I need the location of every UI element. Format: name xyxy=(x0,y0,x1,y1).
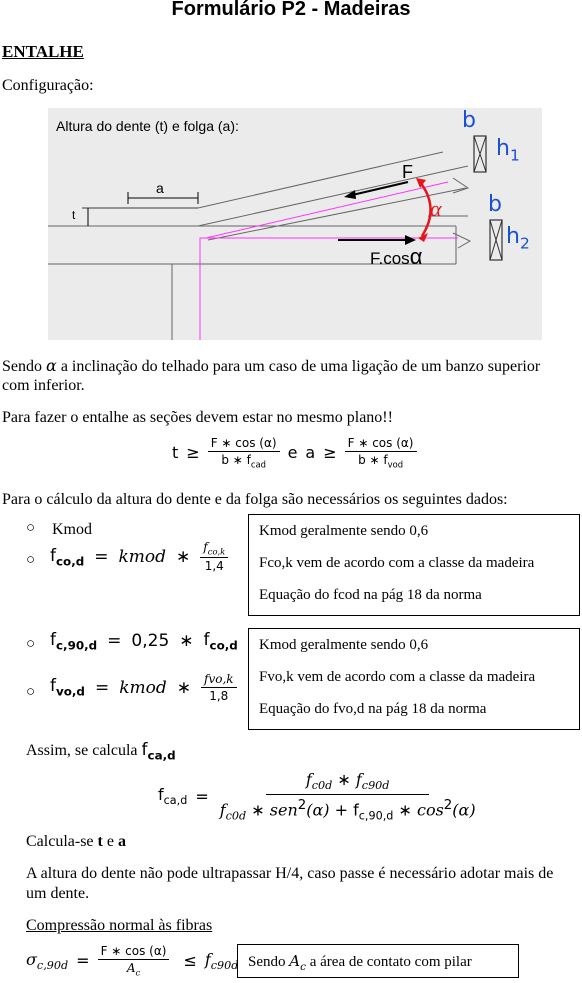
l2-i1-rhs-f: f xyxy=(203,630,210,650)
fcad-frac xyxy=(217,770,479,823)
hand-h1 xyxy=(496,136,520,164)
box3-text xyxy=(248,952,472,973)
hand-h1-sub: 1 xyxy=(509,146,520,165)
ft-frac-t xyxy=(208,436,280,469)
formula-fcad xyxy=(158,770,479,823)
box-3 xyxy=(237,944,519,978)
calcula-text: Calcula-se xyxy=(26,833,98,850)
data-intro: Para o cálculo da altura do dente e da folga são necessários os seguintes dados: xyxy=(2,491,508,508)
ft-den-t-text: b ∗ f xyxy=(221,453,251,467)
box2-line-2: Fvo,k vem de acordo com a classe da madeira xyxy=(259,669,536,685)
entalhe-figure xyxy=(48,108,542,340)
list2-item2 xyxy=(50,672,237,703)
l2-i2-kmod: kmod xyxy=(119,677,167,698)
fcad-den-f1: f xyxy=(219,800,226,820)
l2-i2-times: ∗ xyxy=(176,677,191,698)
ft-den-a-text: b ∗ f xyxy=(358,453,388,467)
figure-caption: Altura do dente (t) e folga (a): xyxy=(56,118,239,134)
ft-num-t: F ∗ cos (α) xyxy=(208,436,280,452)
hand-h1-letter: h xyxy=(496,136,510,161)
l2-i2-frac xyxy=(201,672,237,703)
l1-kmod: kmod xyxy=(118,546,167,567)
magenta-line-2 xyxy=(206,182,448,238)
ft-den-t-sub: cad xyxy=(250,459,266,470)
ft-and: e xyxy=(287,443,298,463)
fcad-den-times2: ∗ xyxy=(398,800,412,820)
intro-pre: Sendo xyxy=(2,358,46,375)
box3-post: a área de contato com pilar xyxy=(305,954,472,970)
box-1 xyxy=(248,514,580,616)
sigma-lhs xyxy=(26,950,68,972)
label-F: F xyxy=(402,162,413,182)
fcad-den-alpha1: (α) xyxy=(306,800,330,820)
l2-i1-val: 0,25 xyxy=(131,631,170,652)
fcad-num-sub2: c90d xyxy=(361,779,390,793)
sigma-den-sub: c xyxy=(135,967,141,978)
fcad-num-f1: f xyxy=(305,770,312,789)
fcad-den-times: ∗ xyxy=(251,800,265,820)
calcula-line xyxy=(26,832,126,852)
l2-i1-eq: = xyxy=(107,631,122,652)
intro-post: a inclinação do telhado para um caso de uma ligação de um banzo superior xyxy=(56,358,541,375)
assim-text: Assim, se calcula xyxy=(26,742,142,759)
l2-i2-lhs xyxy=(50,676,85,698)
compressao-heading: Compressão normal às fibras xyxy=(26,917,213,934)
sigma-lhs-sub: c,90d xyxy=(36,958,69,972)
force-F-arrow xyxy=(348,182,408,196)
box-2 xyxy=(248,628,580,730)
box2-line-3: Equação do fvo,d na pág 18 da norma xyxy=(259,701,487,717)
hand-b2: b xyxy=(488,192,502,217)
ft-den-t xyxy=(218,452,269,469)
sigma-den xyxy=(124,960,143,977)
fcad-den-f2: f xyxy=(353,800,359,820)
bullet-3: ○ xyxy=(26,636,36,652)
assim-f xyxy=(141,740,176,763)
hand-h2-sub: 2 xyxy=(519,234,530,253)
bullet-2: ○ xyxy=(26,552,36,568)
sigma-rhs xyxy=(205,950,239,972)
fcad-den-sub1: c0d xyxy=(225,809,247,823)
list1-item2 xyxy=(50,540,228,573)
fcad-lhs-sub: ca,d xyxy=(163,794,188,808)
fcad-lhs xyxy=(158,785,187,807)
sigma-num: F ∗ cos (α) xyxy=(98,944,170,960)
box1-line-1: Kmod geralmente sendo 0,6 xyxy=(259,523,429,539)
box3-A-sub: c xyxy=(300,961,306,973)
l2-i2-eq: = xyxy=(94,677,110,698)
l1-num-f: f xyxy=(203,540,208,554)
label-Fcos xyxy=(370,244,422,270)
sigma-rhs-f: f xyxy=(204,949,211,969)
fcad-den-sq1: 2 xyxy=(297,798,307,814)
fcad-eq: = xyxy=(195,786,209,806)
fcad-den-plus: + xyxy=(334,800,349,820)
entalhe-drawing xyxy=(48,108,542,340)
label-Fcos-text: F.cos xyxy=(370,249,410,268)
l1-num-sub: co,k xyxy=(207,546,226,557)
intro-alpha: α xyxy=(46,356,57,375)
box3-A: A xyxy=(289,952,301,970)
l1-den: 1,4 xyxy=(204,559,224,574)
page-title: Formulário P2 - Madeiras xyxy=(171,0,411,20)
ft-num-a: F ∗ cos (α) xyxy=(345,436,417,452)
ft-frac-a xyxy=(345,436,417,469)
intro-line-1 xyxy=(2,356,580,377)
config-label: Configuração: xyxy=(2,77,94,94)
l2-i2-num: fvo,k xyxy=(201,672,237,688)
label-a: a xyxy=(156,180,164,196)
l1-lhs-sub: co,d xyxy=(56,553,85,568)
altura-note-2: um dente. xyxy=(26,885,90,902)
bullet-1: ○ xyxy=(26,520,36,536)
l1-times: ∗ xyxy=(176,546,191,567)
label-alpha: α xyxy=(430,196,442,221)
l2-i2-f: f xyxy=(50,676,56,697)
ft-a: a xyxy=(305,443,316,463)
sigma-den-A: A xyxy=(126,961,136,975)
l1-lhs xyxy=(50,546,84,568)
fcad-num-sub1: c0d xyxy=(311,779,333,793)
plane-note: Para fazer o entalhe as seções devem estar no mesmo plano!! xyxy=(2,409,393,426)
hand-h2-letter: h xyxy=(506,224,520,249)
l2-i2-sub: vo,d xyxy=(56,684,85,699)
ft-t: t xyxy=(172,443,179,463)
break-mark-1 xyxy=(453,178,468,193)
l1-eq: = xyxy=(94,546,109,567)
ft-geq-2: ≥ xyxy=(323,443,337,463)
l2-i2-den: 1,8 xyxy=(209,689,229,703)
list2-item1 xyxy=(50,630,238,652)
intro-line-2: com inferior. xyxy=(2,377,85,394)
fcad-den-sub2: c,90,d xyxy=(358,809,394,823)
assim-f-letter: f xyxy=(141,740,148,760)
l2-i1-lhs xyxy=(50,630,97,652)
fcad-num-times: ∗ xyxy=(337,770,351,789)
sigma-lhs-letter: σ xyxy=(26,949,37,969)
calcula-e: e xyxy=(102,833,118,850)
fcad-num xyxy=(266,770,430,795)
label-t: t xyxy=(72,208,76,222)
sigma-leq: ≤ xyxy=(183,951,197,971)
sigma-frac xyxy=(98,944,170,977)
l2-i1-times: ∗ xyxy=(179,631,194,652)
box2-line-1: Kmod geralmente sendo 0,6 xyxy=(259,637,429,653)
fcad-den xyxy=(217,795,479,823)
hand-b1: b xyxy=(462,108,476,133)
box1-line-2: Fco,k vem de acordo com a classe da madeira xyxy=(259,555,535,571)
hand-h2 xyxy=(506,224,530,252)
calcula-t: t xyxy=(97,833,103,850)
l2-i1-sub: c,90,d xyxy=(56,638,98,653)
assim-f-sub: ca,d xyxy=(147,748,176,763)
formula-t-a xyxy=(172,436,417,469)
formula-sigma xyxy=(26,944,238,977)
sigma-rhs-sub: c90d xyxy=(210,958,239,972)
ft-den-a xyxy=(355,452,406,469)
box3-pre: Sendo xyxy=(248,954,290,970)
sigma-eq: = xyxy=(76,951,90,971)
fcad-lhs-f: f xyxy=(158,785,164,805)
assim-line xyxy=(26,740,176,765)
box1-line-3: Equação do fcod na pág 18 da norma xyxy=(259,587,482,603)
ft-geq: ≥ xyxy=(186,443,200,463)
label-Fcos-alpha: α xyxy=(409,244,423,269)
section-heading: ENTALHE xyxy=(2,42,84,61)
fcad-den-sq2: 2 xyxy=(443,798,453,814)
ft-den-a-sub: vod xyxy=(387,459,404,470)
l1-frac xyxy=(200,540,228,573)
alpha-arc xyxy=(420,182,431,236)
fcad-den-alpha2: (α) xyxy=(452,800,476,820)
fcad-den-cos: cos xyxy=(416,800,444,820)
l1-lhs-f: f xyxy=(50,545,56,566)
l1-num xyxy=(200,540,228,558)
l2-i1-rhs-sub: co,d xyxy=(209,638,238,653)
list1-item1: Kmod xyxy=(52,521,92,538)
bullet-4: ○ xyxy=(26,684,36,700)
altura-note-1: A altura do dente não pode ultrapassar H/4, caso passe é necessário adotar mais de xyxy=(26,865,554,882)
l2-i1-f: f xyxy=(50,630,56,650)
l2-i1-rhs xyxy=(204,630,238,652)
fcad-num-f2: f xyxy=(355,770,362,789)
calcula-a: a xyxy=(117,833,126,850)
fcad-den-sen: sen xyxy=(269,800,298,820)
